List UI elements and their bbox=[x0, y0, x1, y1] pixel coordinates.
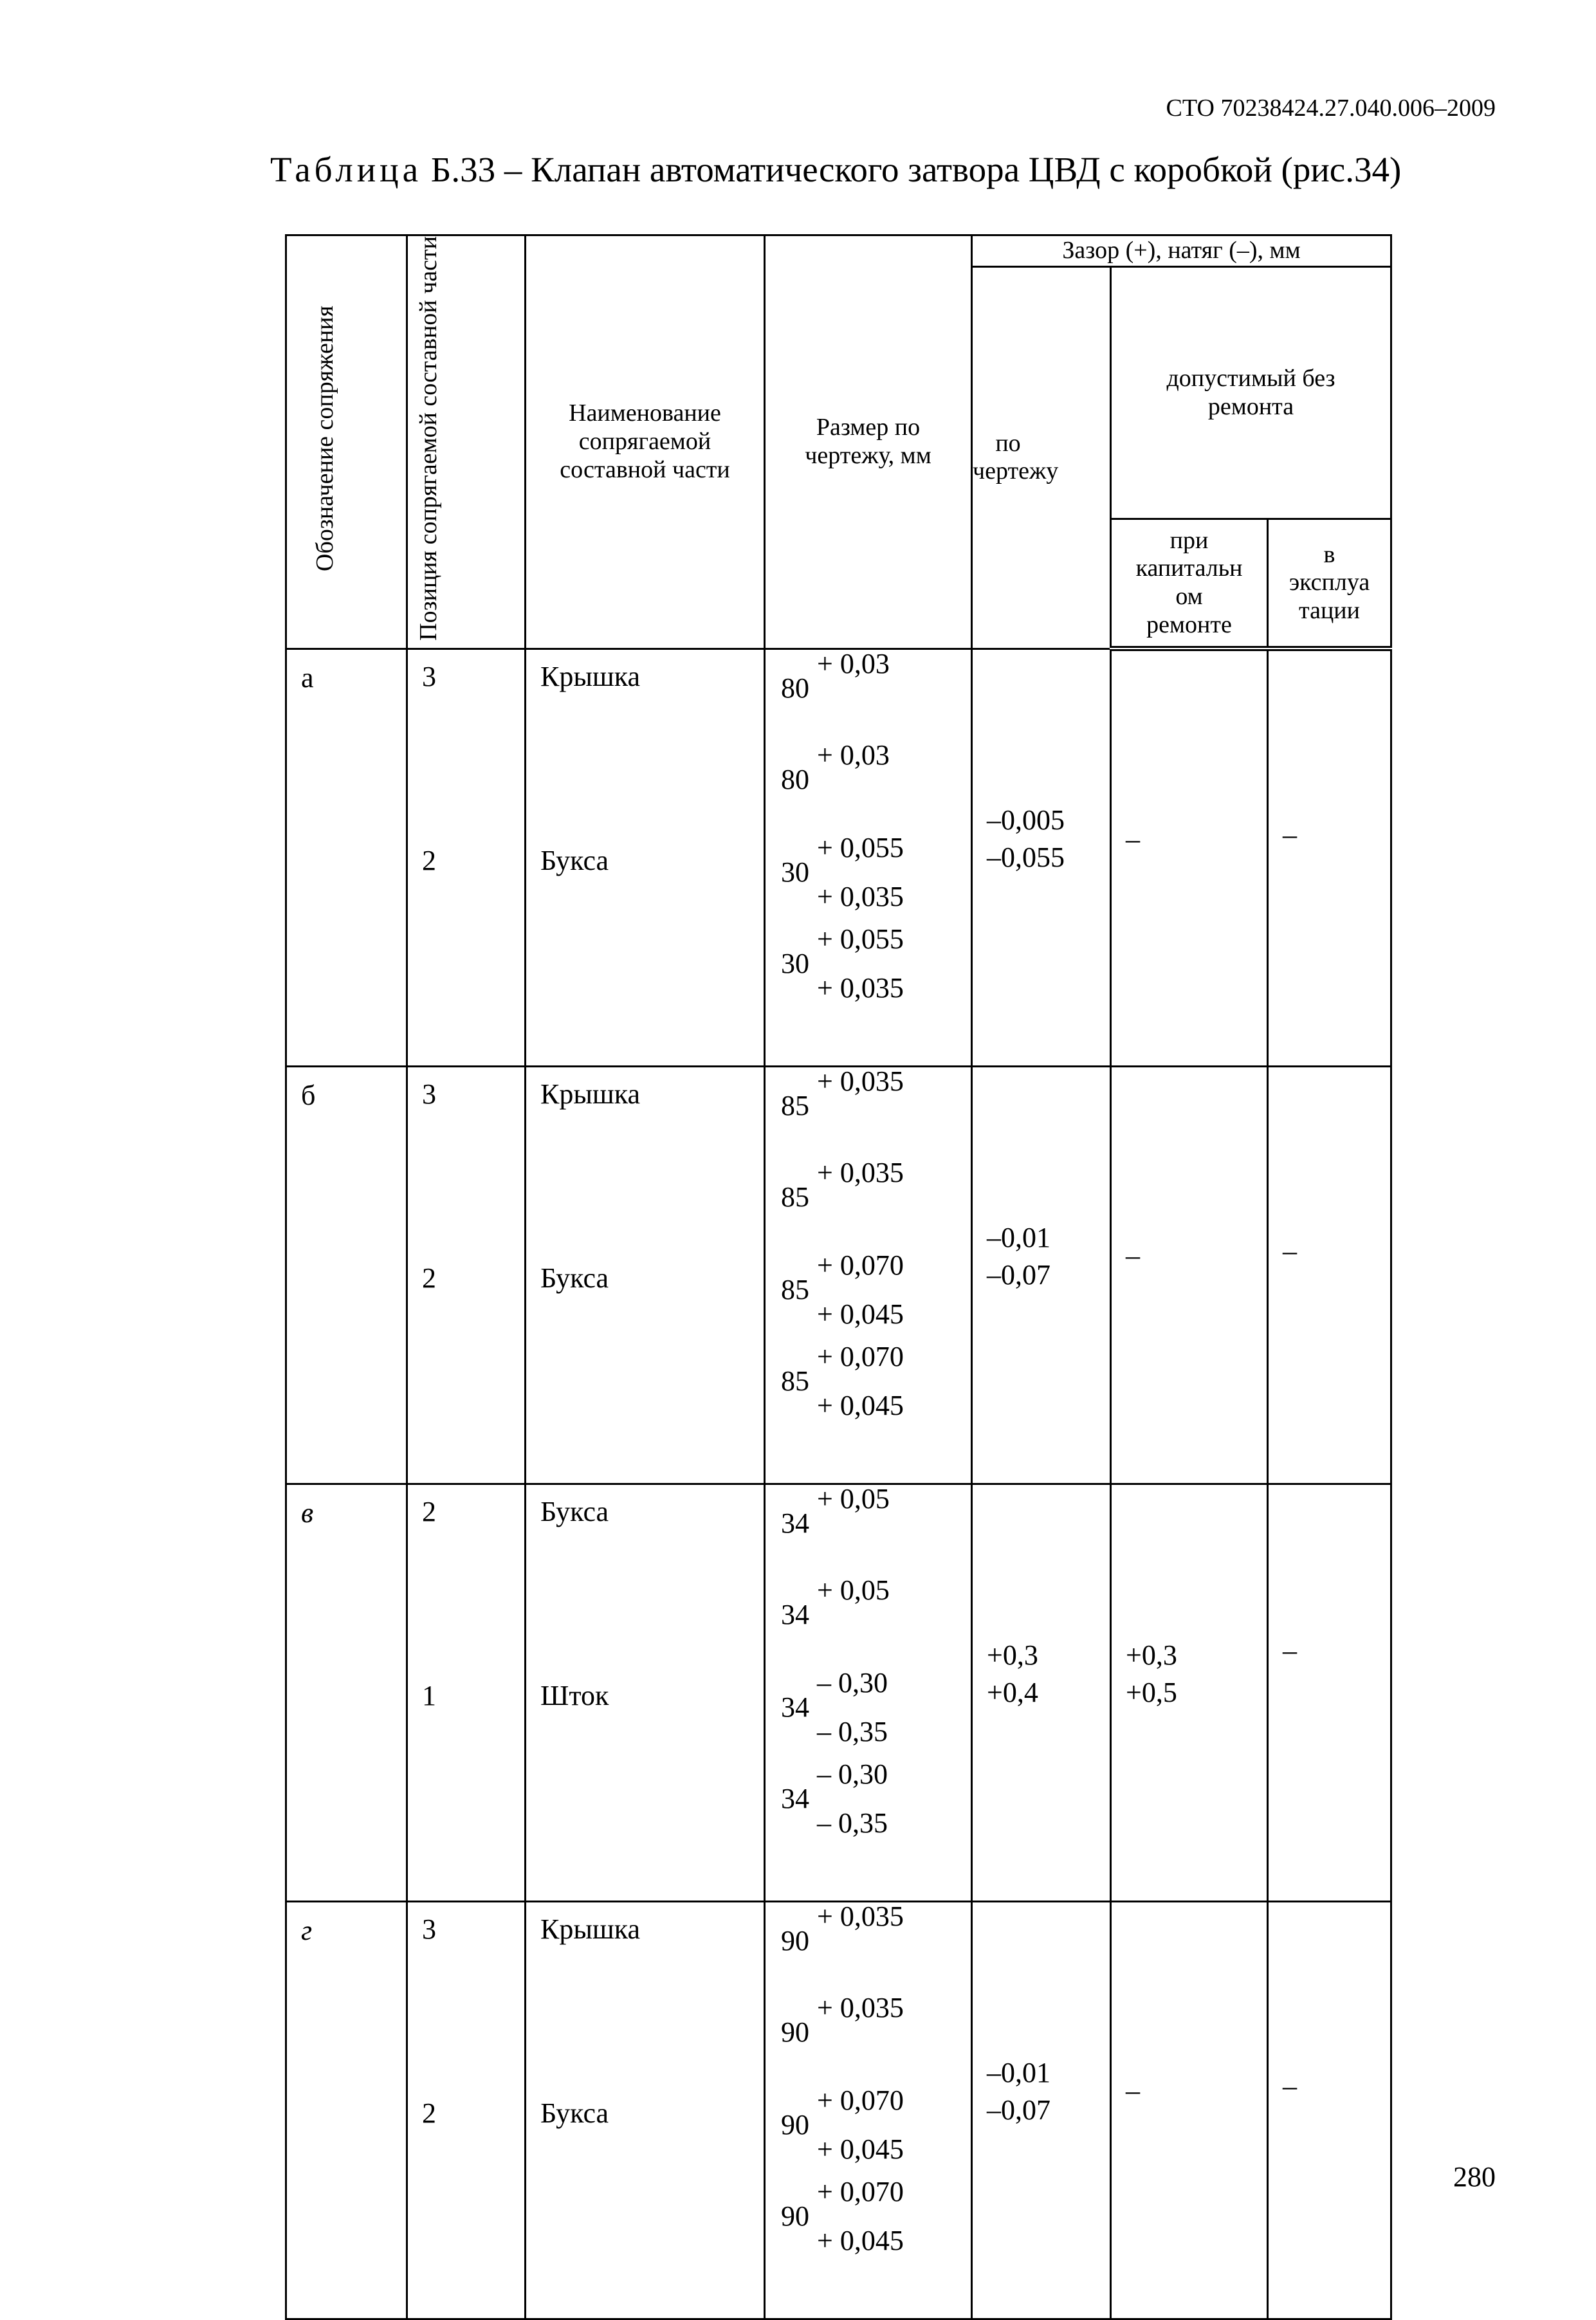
fit-value: +0,3 bbox=[987, 1639, 1038, 1671]
nominal-size: 85 bbox=[781, 1181, 809, 1213]
mating-designation: в bbox=[286, 1484, 407, 1901]
upper-deviation: + 0,070 bbox=[817, 1249, 904, 1281]
drawing-size-cell bbox=[765, 1484, 972, 1901]
nominal-size: 34 bbox=[781, 1691, 809, 1723]
part-name: Крышка bbox=[540, 660, 641, 692]
in-service-value: – bbox=[1283, 1634, 1297, 1666]
upper-deviation: + 0,035 bbox=[817, 1065, 904, 1097]
capital-repair-value: – bbox=[1126, 1239, 1140, 1271]
lower-deviation: + 0,035 bbox=[817, 971, 904, 1004]
in-service-value: – bbox=[1283, 819, 1297, 851]
nominal-size: 85 bbox=[781, 1365, 809, 1397]
toleranced-size bbox=[781, 925, 974, 1015]
part-name-cell bbox=[526, 1066, 765, 1484]
nominal-size: 90 bbox=[781, 2108, 809, 2140]
upper-deviation: + 0,05 bbox=[817, 1574, 890, 1606]
upper-deviation: – 0,30 bbox=[817, 1666, 888, 1699]
nominal-size: 80 bbox=[781, 763, 809, 795]
table-row bbox=[286, 1484, 1391, 1901]
toleranced-size bbox=[781, 1340, 974, 1433]
lower-deviation: + 0,045 bbox=[817, 1298, 904, 1330]
lower-deviation: + 0,045 bbox=[817, 1389, 904, 1421]
fit-by-drawing-values bbox=[987, 2054, 1050, 2129]
capital-repair-cell bbox=[1111, 1484, 1268, 1901]
col-position-header: Позиция сопрягаемой составной части bbox=[407, 235, 526, 649]
part-position: 2 bbox=[422, 844, 436, 876]
toleranced-size bbox=[781, 1156, 974, 1249]
fit-by-drawing-values bbox=[987, 1219, 1050, 1294]
table-title-text: Б.33 – Клапан автоматического затвора ЦВД с коробкой (рис.34) bbox=[430, 150, 1402, 189]
part-name: Букса bbox=[540, 844, 609, 876]
capital-repair-values bbox=[1126, 821, 1140, 858]
fit-by-drawing-values bbox=[987, 802, 1065, 876]
upper-deviation: + 0,035 bbox=[817, 1900, 904, 1932]
capital-repair-cell bbox=[1111, 1066, 1268, 1484]
table-row bbox=[286, 1901, 1391, 2319]
lower-deviation: + 0,045 bbox=[817, 2133, 904, 2165]
part-position: 2 bbox=[422, 2097, 436, 2129]
toleranced-size bbox=[781, 2175, 974, 2268]
part-position: 2 bbox=[422, 1495, 436, 1527]
mating-designation: а bbox=[286, 649, 407, 1066]
nominal-size: 30 bbox=[781, 856, 809, 888]
fit-value: –0,07 bbox=[987, 1258, 1050, 1291]
in-service-cell bbox=[1268, 1901, 1391, 2319]
fit-value: +0,4 bbox=[987, 1676, 1038, 1708]
upper-deviation: + 0,070 bbox=[817, 2175, 904, 2207]
table-row bbox=[286, 1066, 1391, 1484]
capital-repair-values bbox=[1126, 1637, 1177, 1711]
col-designation-header: Обозначение сопряжения bbox=[286, 235, 407, 649]
nominal-size: 30 bbox=[781, 947, 809, 979]
toleranced-size bbox=[781, 1482, 974, 1575]
capital-repair-value: +0,5 bbox=[1126, 1676, 1177, 1708]
upper-deviation: + 0,070 bbox=[817, 1340, 904, 1372]
in-service-value: – bbox=[1283, 2070, 1297, 2102]
fit-value: –0,01 bbox=[987, 1221, 1050, 1253]
fit-by-drawing-cell bbox=[972, 1066, 1111, 1484]
nominal-size: 34 bbox=[781, 1507, 809, 1539]
toleranced-size bbox=[781, 831, 974, 924]
nominal-size: 90 bbox=[781, 1924, 809, 1956]
fit-value: –0,01 bbox=[987, 2056, 1050, 2088]
nominal-size: 34 bbox=[781, 1598, 809, 1630]
fit-by-drawing-cell bbox=[972, 1484, 1111, 1901]
part-name-cell bbox=[526, 649, 765, 1066]
part-position: 3 bbox=[422, 1078, 436, 1110]
fit-value: –0,07 bbox=[987, 2094, 1050, 2126]
part-name-cell bbox=[526, 1901, 765, 2319]
toleranced-size bbox=[781, 741, 974, 831]
drawing-size-cell bbox=[765, 649, 972, 1066]
upper-deviation: + 0,035 bbox=[817, 1156, 904, 1188]
upper-deviation: + 0,035 bbox=[817, 1991, 904, 2023]
col-allowed-group-header: допустимый без ремонта bbox=[1111, 267, 1391, 519]
page-number: 280 bbox=[1453, 2161, 1496, 2193]
mating-designation: г bbox=[286, 1901, 407, 2319]
position-cell bbox=[407, 1901, 526, 2319]
part-name: Шток bbox=[540, 1679, 609, 1711]
upper-deviation: + 0,055 bbox=[817, 923, 904, 955]
upper-deviation: + 0,05 bbox=[817, 1482, 890, 1514]
part-name: Букса bbox=[540, 2097, 609, 2129]
fit-value: –0,055 bbox=[987, 841, 1065, 873]
toleranced-size bbox=[781, 1251, 974, 1341]
fit-by-drawing-cell bbox=[972, 649, 1111, 1066]
toleranced-size bbox=[781, 1666, 974, 1759]
nominal-size: 90 bbox=[781, 2200, 809, 2232]
capital-repair-value: – bbox=[1126, 2074, 1140, 2106]
upper-deviation: + 0,070 bbox=[817, 2084, 904, 2116]
drawing-size-cell bbox=[765, 1066, 972, 1484]
table-title-label: Таблица bbox=[270, 150, 422, 189]
nominal-size: 85 bbox=[781, 1273, 809, 1305]
toleranced-size bbox=[781, 1576, 974, 1666]
table-title bbox=[270, 149, 1401, 190]
upper-deviation: – 0,30 bbox=[817, 1758, 888, 1790]
spec-table bbox=[285, 234, 1392, 2320]
col-capital-repair-header: при капитальн ом ремонте bbox=[1111, 519, 1268, 649]
upper-deviation: + 0,03 bbox=[817, 739, 890, 771]
part-position: 2 bbox=[422, 1262, 436, 1294]
nominal-size: 80 bbox=[781, 672, 809, 704]
in-service-cell bbox=[1268, 1484, 1391, 1901]
position-cell bbox=[407, 649, 526, 1066]
in-service-cell bbox=[1268, 1066, 1391, 1484]
toleranced-size bbox=[781, 1902, 974, 1993]
col-in-service-header: в эксплуа тации bbox=[1268, 519, 1391, 649]
position-cell bbox=[407, 1066, 526, 1484]
in-service-value: – bbox=[1283, 1235, 1297, 1267]
nominal-size: 85 bbox=[781, 1089, 809, 1121]
nominal-size: 90 bbox=[781, 2016, 809, 2048]
capital-repair-values bbox=[1126, 1237, 1140, 1275]
part-name: Крышка bbox=[540, 1913, 641, 1945]
col-size-header: Размер по чертежу, мм bbox=[765, 235, 972, 649]
lower-deviation: + 0,045 bbox=[817, 2224, 904, 2256]
drawing-size-cell bbox=[765, 1901, 972, 2319]
part-name: Букса bbox=[540, 1262, 609, 1294]
toleranced-size bbox=[781, 2086, 974, 2177]
part-name: Крышка bbox=[540, 1078, 641, 1110]
mating-designation: б bbox=[286, 1066, 407, 1484]
toleranced-size bbox=[781, 647, 974, 740]
capital-repair-cell bbox=[1111, 649, 1268, 1066]
lower-deviation: – 0,35 bbox=[817, 1715, 888, 1747]
fit-by-drawing-values bbox=[987, 1637, 1038, 1711]
nominal-size: 34 bbox=[781, 1782, 809, 1814]
col-gap-group-header: Зазор (+), натяг (–), мм bbox=[972, 235, 1391, 267]
capital-repair-values bbox=[1126, 2072, 1140, 2110]
part-position: 3 bbox=[422, 660, 436, 692]
capital-repair-value: – bbox=[1126, 824, 1140, 856]
part-name: Букса bbox=[540, 1495, 609, 1527]
toleranced-size bbox=[781, 1991, 974, 2084]
upper-deviation: + 0,03 bbox=[817, 647, 890, 679]
part-position: 1 bbox=[422, 1679, 436, 1711]
lower-deviation: – 0,35 bbox=[817, 1807, 888, 1839]
fit-by-drawing-cell bbox=[972, 1901, 1111, 2319]
in-service-cell bbox=[1268, 649, 1391, 1066]
col-name-header: Наименование сопрягаемой составной части bbox=[526, 235, 765, 649]
toleranced-size bbox=[781, 1067, 974, 1157]
part-name-cell bbox=[526, 1484, 765, 1901]
table-row bbox=[286, 649, 1391, 1066]
col-by-drawing-header: по чертежу bbox=[972, 267, 1111, 649]
capital-repair-value: +0,3 bbox=[1126, 1639, 1177, 1671]
capital-repair-cell bbox=[1111, 1901, 1268, 2319]
part-position: 3 bbox=[422, 1913, 436, 1945]
position-cell bbox=[407, 1484, 526, 1901]
document-code: СТО 70238424.27.040.006–2009 bbox=[1166, 95, 1496, 122]
toleranced-size bbox=[781, 1760, 974, 1850]
fit-value: –0,005 bbox=[987, 804, 1065, 836]
upper-deviation: + 0,055 bbox=[817, 831, 904, 863]
lower-deviation: + 0,035 bbox=[817, 880, 904, 912]
